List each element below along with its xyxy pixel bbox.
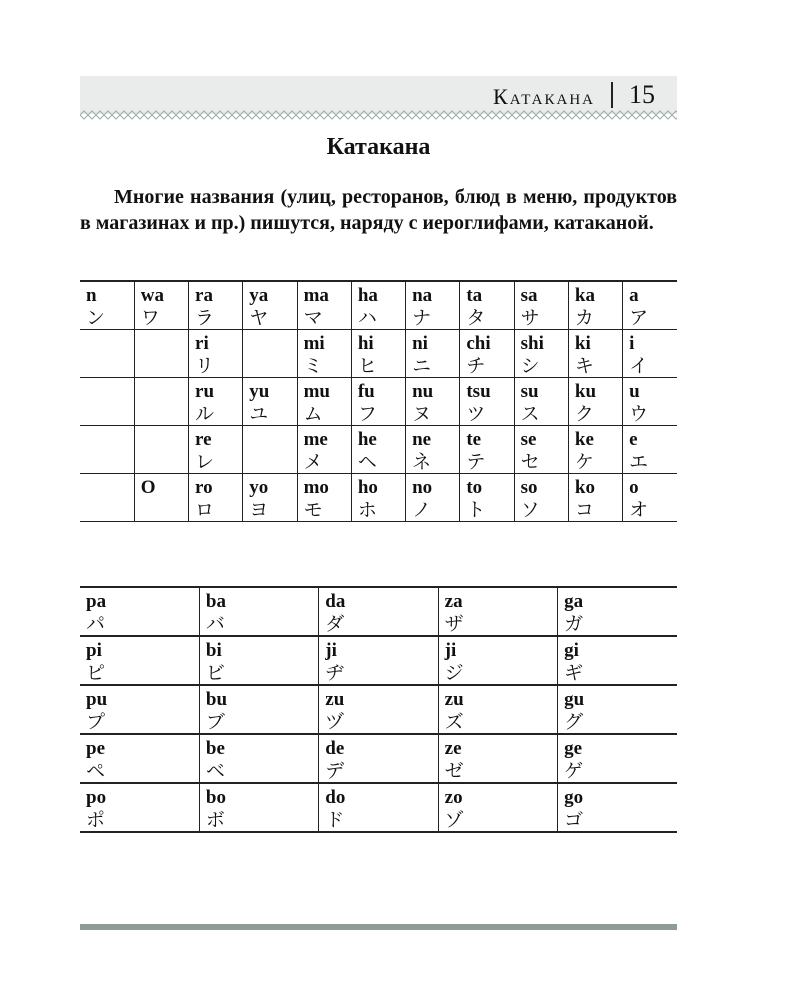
katakana-char: ブ bbox=[205, 711, 225, 733]
romaji-label: po bbox=[86, 787, 107, 808]
table-cell bbox=[243, 426, 297, 474]
katakana-char: サ bbox=[520, 307, 540, 329]
table-cell bbox=[199, 783, 318, 832]
katakana-char: ミ bbox=[303, 355, 323, 377]
table-cell bbox=[134, 426, 188, 474]
katakana-char: ジ bbox=[444, 662, 464, 684]
katakana-char: オ bbox=[629, 499, 649, 521]
romaji-label: mo bbox=[303, 477, 329, 498]
table-cell bbox=[134, 281, 188, 330]
table-cell bbox=[406, 378, 460, 426]
romaji-label: fu bbox=[357, 381, 375, 402]
table-cell bbox=[189, 426, 243, 474]
table-row bbox=[80, 783, 677, 832]
romaji-label: ne bbox=[412, 429, 432, 450]
romaji-label: go bbox=[564, 787, 584, 808]
table-cell bbox=[80, 587, 199, 636]
romaji-label: ya bbox=[249, 285, 269, 306]
romaji-label: he bbox=[357, 429, 377, 450]
table-cell bbox=[438, 734, 557, 783]
katakana-char: ホ bbox=[357, 499, 377, 521]
table-row bbox=[80, 281, 677, 330]
table-cell bbox=[243, 378, 297, 426]
table-cell bbox=[134, 474, 188, 522]
romaji-label: to bbox=[466, 477, 483, 498]
table-cell bbox=[189, 378, 243, 426]
table-cell bbox=[406, 426, 460, 474]
table-cell bbox=[460, 474, 514, 522]
katakana-char: メ bbox=[303, 451, 323, 473]
romaji-label: pu bbox=[86, 689, 108, 710]
romaji-label: ke bbox=[574, 429, 594, 450]
table-cell bbox=[514, 426, 568, 474]
katakana-char: ヅ bbox=[325, 711, 345, 733]
romaji-label: ba bbox=[205, 591, 226, 612]
romaji-label: de bbox=[325, 738, 345, 759]
header-divider bbox=[611, 82, 613, 108]
katakana-char: ハ bbox=[357, 307, 377, 329]
footer-bar bbox=[80, 924, 677, 930]
table-cell bbox=[319, 734, 438, 783]
table-cell bbox=[460, 281, 514, 330]
table-cell bbox=[319, 587, 438, 636]
table-cell bbox=[460, 426, 514, 474]
running-header bbox=[80, 76, 677, 114]
table-cell bbox=[623, 330, 677, 378]
katakana-char: ク bbox=[574, 403, 594, 425]
katakana-char: レ bbox=[195, 451, 215, 473]
table-cell bbox=[351, 474, 405, 522]
katakana-char: ト bbox=[466, 499, 486, 521]
romaji-label: pi bbox=[86, 640, 102, 661]
katakana-char: ヨ bbox=[249, 499, 269, 521]
table-cell bbox=[189, 474, 243, 522]
romaji-label: na bbox=[412, 285, 433, 306]
katakana-basic-table bbox=[80, 280, 677, 522]
romaji-label: ka bbox=[574, 285, 595, 306]
table-cell bbox=[80, 636, 199, 685]
table-cell bbox=[623, 474, 677, 522]
romaji-label: n bbox=[86, 285, 97, 306]
romaji-label: yo bbox=[249, 477, 269, 498]
table-cell bbox=[297, 378, 351, 426]
romaji-label: ki bbox=[574, 333, 591, 354]
romaji-label: bi bbox=[205, 640, 222, 661]
katakana-char: キ bbox=[574, 355, 594, 377]
romaji-label: bo bbox=[205, 787, 226, 808]
katakana-char: ギ bbox=[564, 662, 584, 684]
running-header-title: Катакана bbox=[493, 84, 595, 109]
romaji-label: u bbox=[629, 381, 640, 402]
romaji-label: ji bbox=[444, 640, 457, 661]
romaji-label: pe bbox=[86, 738, 105, 759]
romaji-label: gi bbox=[564, 640, 579, 661]
romaji-label: tsu bbox=[466, 381, 491, 402]
romaji-label: ta bbox=[466, 285, 483, 306]
table-cell bbox=[351, 378, 405, 426]
romaji-label: zu bbox=[325, 689, 345, 710]
katakana-char: テ bbox=[466, 451, 486, 473]
romaji-label: nu bbox=[412, 381, 434, 402]
table-row bbox=[80, 685, 677, 734]
table-cell bbox=[80, 734, 199, 783]
katakana-char: ネ bbox=[412, 451, 432, 473]
katakana-char: ダ bbox=[325, 613, 345, 635]
table-cell bbox=[406, 474, 460, 522]
romaji-label: no bbox=[412, 477, 433, 498]
table-cell bbox=[460, 378, 514, 426]
katakana-char: ツ bbox=[466, 403, 486, 425]
romaji-label: i bbox=[629, 333, 635, 354]
katakana-char: ゾ bbox=[444, 809, 464, 831]
katakana-char: ビ bbox=[205, 662, 225, 684]
katakana-char: モ bbox=[303, 499, 323, 521]
romaji-label: bu bbox=[205, 689, 228, 710]
romaji-label: ga bbox=[564, 591, 584, 612]
katakana-char: バ bbox=[205, 613, 225, 635]
romaji-label: gu bbox=[564, 689, 585, 710]
table-cell bbox=[568, 378, 622, 426]
romaji-label: wa bbox=[140, 285, 164, 306]
table-cell bbox=[351, 426, 405, 474]
table-cell bbox=[623, 281, 677, 330]
romaji-label: ro bbox=[195, 477, 213, 498]
romaji-label: hi bbox=[357, 333, 374, 354]
table-cell bbox=[297, 330, 351, 378]
table-cell bbox=[623, 378, 677, 426]
katakana-char: ロ bbox=[195, 499, 215, 521]
table-row bbox=[80, 734, 677, 783]
table-cell bbox=[199, 734, 318, 783]
romaji-label: yu bbox=[249, 381, 270, 402]
katakana-char: シ bbox=[520, 355, 540, 377]
table-cell bbox=[297, 281, 351, 330]
romaji-label: chi bbox=[466, 333, 491, 354]
table-cell bbox=[189, 281, 243, 330]
katakana-char: フ bbox=[357, 403, 377, 425]
table-cell bbox=[80, 378, 134, 426]
page-number: 15 bbox=[629, 80, 655, 109]
table-cell bbox=[243, 281, 297, 330]
katakana-char: ボ bbox=[205, 809, 225, 831]
katakana-char: ヌ bbox=[412, 403, 432, 425]
katakana-char: ベ bbox=[205, 760, 225, 782]
header-ornament bbox=[80, 110, 677, 120]
table-cell bbox=[514, 474, 568, 522]
table-cell bbox=[319, 636, 438, 685]
katakana-char: ユ bbox=[249, 403, 269, 425]
romaji-label: te bbox=[466, 429, 482, 450]
romaji-label: za bbox=[444, 591, 463, 612]
table-cell bbox=[80, 685, 199, 734]
table-cell bbox=[558, 783, 677, 832]
katakana-char: ヤ bbox=[249, 307, 269, 329]
table-cell bbox=[438, 636, 557, 685]
table-row bbox=[80, 474, 677, 522]
table-cell bbox=[199, 685, 318, 734]
intro-paragraph: Многие названия (улиц, ресторанов, блюд в меню, продуктов в магазинах и пр.) пишутся, наряду с иероглифами, катаканой. bbox=[80, 186, 677, 234]
romaji-label: ze bbox=[444, 738, 462, 759]
table-cell bbox=[438, 587, 557, 636]
romaji-label: zu bbox=[444, 689, 464, 710]
katakana-char: グ bbox=[564, 711, 584, 733]
romaji-label: re bbox=[195, 429, 212, 450]
romaji-label: ji bbox=[325, 640, 337, 661]
table-row bbox=[80, 330, 677, 378]
katakana-char: ワ bbox=[140, 307, 160, 329]
katakana-char: ナ bbox=[412, 307, 432, 329]
table-row bbox=[80, 378, 677, 426]
katakana-char: ニ bbox=[412, 355, 432, 377]
table-cell bbox=[80, 330, 134, 378]
table-cell bbox=[80, 783, 199, 832]
katakana-char: パ bbox=[86, 613, 106, 635]
romaji-label: O bbox=[140, 477, 156, 498]
table-cell bbox=[568, 281, 622, 330]
katakana-char: タ bbox=[466, 307, 486, 329]
table-cell bbox=[243, 330, 297, 378]
romaji-label: a bbox=[629, 285, 639, 306]
romaji-label: su bbox=[520, 381, 539, 402]
romaji-label: ha bbox=[357, 285, 378, 306]
katakana-voiced-table bbox=[80, 586, 677, 833]
romaji-label: do bbox=[325, 787, 346, 808]
romaji-label: da bbox=[325, 591, 346, 612]
romaji-label: me bbox=[303, 429, 328, 450]
katakana-char: ザ bbox=[444, 613, 464, 635]
table-cell bbox=[134, 330, 188, 378]
katakana-char: ソ bbox=[520, 499, 540, 521]
table-cell bbox=[460, 330, 514, 378]
romaji-label: pa bbox=[86, 591, 107, 612]
romaji-label: ko bbox=[574, 477, 595, 498]
romaji-label: be bbox=[205, 738, 225, 759]
romaji-label: mu bbox=[303, 381, 330, 402]
page-title: Катакана bbox=[326, 134, 431, 160]
katakana-char: ガ bbox=[564, 613, 584, 635]
katakana-char: ア bbox=[629, 307, 649, 329]
table-cell bbox=[438, 783, 557, 832]
table-cell bbox=[514, 378, 568, 426]
romaji-label: shi bbox=[520, 333, 544, 354]
romaji-label: se bbox=[520, 429, 537, 450]
katakana-char: ゲ bbox=[564, 760, 584, 782]
table-cell bbox=[438, 685, 557, 734]
katakana-char: ス bbox=[520, 403, 540, 425]
table-cell bbox=[351, 330, 405, 378]
katakana-char: ゴ bbox=[564, 809, 584, 831]
table-cell bbox=[297, 426, 351, 474]
katakana-char: プ bbox=[86, 711, 106, 733]
romaji-label: so bbox=[520, 477, 538, 498]
katakana-char: ウ bbox=[629, 403, 649, 425]
romaji-label: sa bbox=[520, 285, 538, 306]
katakana-char: イ bbox=[629, 355, 649, 377]
katakana-char: ケ bbox=[574, 451, 594, 473]
romaji-label: ni bbox=[412, 333, 428, 354]
table-cell bbox=[351, 281, 405, 330]
romaji-label: ru bbox=[195, 381, 215, 402]
table-cell bbox=[558, 636, 677, 685]
romaji-label: ge bbox=[564, 738, 582, 759]
table-row bbox=[80, 426, 677, 474]
katakana-char: ペ bbox=[86, 760, 106, 782]
table-cell bbox=[80, 426, 134, 474]
katakana-char: ポ bbox=[86, 809, 106, 831]
table-cell bbox=[80, 474, 134, 522]
table-cell bbox=[134, 378, 188, 426]
romaji-label: ri bbox=[195, 333, 209, 354]
romaji-label: ma bbox=[303, 285, 329, 306]
katakana-char: ヒ bbox=[357, 355, 377, 377]
table-cell bbox=[199, 636, 318, 685]
romaji-label: ra bbox=[195, 285, 213, 306]
table-row bbox=[80, 587, 677, 636]
romaji-label: ho bbox=[357, 477, 378, 498]
romaji-label: ku bbox=[574, 381, 597, 402]
table-cell bbox=[406, 281, 460, 330]
table-cell bbox=[568, 426, 622, 474]
table-cell bbox=[243, 474, 297, 522]
romaji-label: e bbox=[629, 429, 638, 450]
katakana-char: ズ bbox=[444, 711, 464, 733]
katakana-char: コ bbox=[574, 499, 594, 521]
table-cell bbox=[199, 587, 318, 636]
katakana-char: チ bbox=[466, 355, 486, 377]
katakana-char: デ bbox=[325, 760, 345, 782]
katakana-char: リ bbox=[195, 355, 215, 377]
katakana-char: セ bbox=[520, 451, 540, 473]
katakana-char: ピ bbox=[86, 662, 106, 684]
table-cell bbox=[406, 330, 460, 378]
table-cell bbox=[297, 474, 351, 522]
table-cell bbox=[514, 330, 568, 378]
romaji-label: zo bbox=[444, 787, 463, 808]
katakana-char: ル bbox=[195, 403, 215, 425]
table-cell bbox=[514, 281, 568, 330]
table-cell bbox=[319, 685, 438, 734]
katakana-char: エ bbox=[629, 451, 649, 473]
table-cell bbox=[558, 587, 677, 636]
katakana-char: ン bbox=[86, 307, 106, 329]
table-cell bbox=[568, 330, 622, 378]
katakana-char: ヂ bbox=[325, 662, 345, 684]
table-cell bbox=[558, 685, 677, 734]
romaji-label: mi bbox=[303, 333, 325, 354]
table-cell bbox=[558, 734, 677, 783]
table-row bbox=[80, 636, 677, 685]
katakana-char: ノ bbox=[412, 499, 432, 521]
katakana-char: マ bbox=[303, 307, 323, 329]
table-cell bbox=[319, 783, 438, 832]
table-cell bbox=[189, 330, 243, 378]
table-cell bbox=[568, 474, 622, 522]
katakana-char: ラ bbox=[195, 307, 215, 329]
katakana-char: カ bbox=[574, 307, 594, 329]
romaji-label: o bbox=[629, 477, 639, 498]
katakana-char: ヘ bbox=[357, 451, 377, 473]
katakana-char: ド bbox=[325, 809, 345, 831]
table-cell bbox=[80, 281, 134, 330]
katakana-char: ゼ bbox=[444, 760, 464, 782]
katakana-char: ム bbox=[303, 403, 323, 425]
table-cell bbox=[623, 426, 677, 474]
